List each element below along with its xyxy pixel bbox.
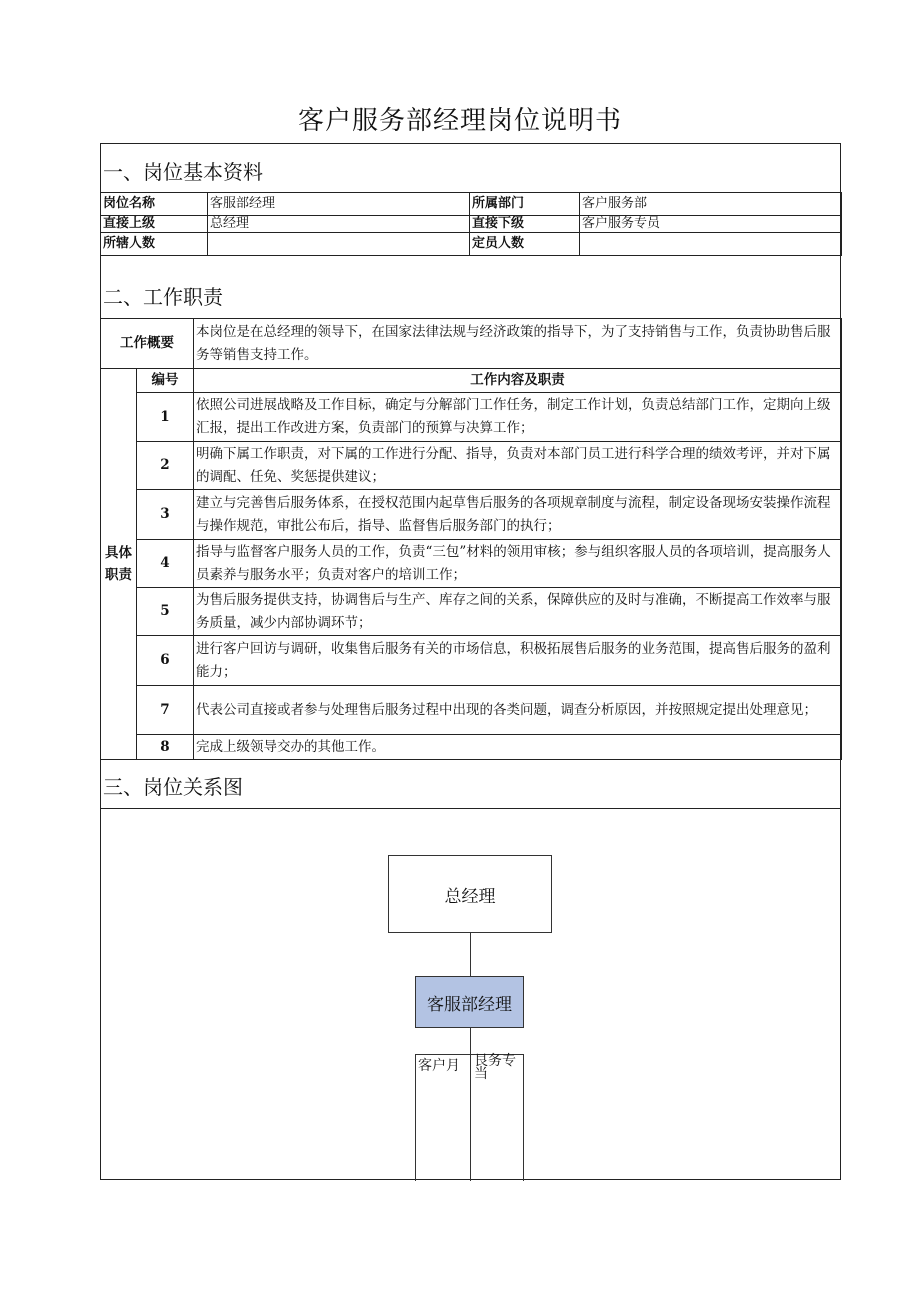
section-heading-relationship-chart: 三、岗位关系图 — [103, 775, 243, 799]
position-description-form — [100, 143, 841, 1180]
duty-text: 依照公司进展战略及工作目标，确定与分解部门工作任务，制定工作计划，负责总结部门工作，定期向上级汇报，提出工作改进方案，负责部门的预算与决算工作； — [194, 393, 842, 442]
org-connector — [470, 933, 471, 976]
org-node-label-right: 艮务专 当 — [474, 1053, 516, 1082]
value-department: 客户服务部 — [580, 193, 842, 216]
duty-number: 7 — [137, 686, 194, 735]
value-direct-superior: 总经理 — [208, 216, 470, 233]
duty-number: 1 — [137, 393, 194, 442]
column-header-content: 工作内容及职责 — [194, 369, 842, 393]
duty-number: 5 — [137, 588, 194, 636]
org-node-label: 客服部经理 — [427, 994, 512, 1015]
table-row — [101, 393, 842, 442]
value-position-name: 客服部经理 — [208, 193, 470, 216]
table-row — [101, 233, 842, 256]
table-row — [101, 540, 842, 588]
duty-number: 4 — [137, 540, 194, 588]
label-direct-superior: 直接上级 — [101, 216, 208, 233]
label-department: 所属部门 — [470, 193, 580, 216]
column-header-number: 编号 — [137, 369, 194, 393]
org-node-label-left: 客户月 — [418, 1058, 460, 1074]
org-node-general-manager — [388, 855, 552, 933]
org-node-service-specialist — [415, 1054, 524, 1181]
page-title: 客户服务部经理岗位说明书 — [297, 106, 622, 136]
overview-label: 工作概要 — [101, 319, 194, 369]
table-row — [101, 490, 842, 540]
overview-text: 本岗位是在总经理的领导下，在国家法律法规与经济政策的指导下，为了支持销售与工作，负责协助售后服务等销售支持工作。 — [194, 319, 842, 369]
overview-row — [101, 319, 842, 369]
duty-text: 代表公司直接或者参与处理售后服务过程中出现的各类问题，调查分析原因，并按照规定提出处理意见； — [194, 686, 842, 735]
value-headcount-managed — [208, 233, 470, 256]
duty-text: 指导与监督客户服务人员的工作，负责“三包”材料的领用审核；参与组织客服人员的各项培训，提高服务人员素养与服务水平；负责对客户的培训工作； — [194, 540, 842, 588]
duty-text: 明确下属工作职责，对下属的工作进行分配、指导，负责对本部门员工进行科学合理的绩效考评，并对下属的调配、任免、奖惩提供建议； — [194, 442, 842, 490]
table-row — [101, 216, 842, 233]
table-row — [101, 735, 842, 760]
org-node-service-manager — [415, 976, 524, 1028]
table-row — [101, 442, 842, 490]
label-direct-subordinate: 直接下级 — [470, 216, 580, 233]
basic-info-table — [100, 192, 842, 256]
section-divider — [101, 808, 840, 809]
label-position-name: 岗位名称 — [101, 193, 208, 216]
org-connector — [470, 1028, 471, 1054]
value-staff-quota — [580, 233, 842, 256]
org-node-label: 总经理 — [444, 886, 496, 907]
section-heading-duties: 二、工作职责 — [103, 285, 223, 309]
table-row — [101, 686, 842, 735]
duty-number: 2 — [137, 442, 194, 490]
section-heading-basic-info: 一、岗位基本资料 — [103, 160, 263, 184]
duties-table — [100, 318, 842, 760]
label-headcount-managed: 所辖人数 — [101, 233, 208, 256]
detail-label: 具体职责 — [101, 369, 137, 760]
duty-text: 为售后服务提供支持，协调售后与生产、库存之间的关系，保障供应的及时与准确，不断提高工作效率与服务质量，减少内部协调环节； — [194, 588, 842, 636]
duty-text: 进行客户回访与调研，收集售后服务有关的市场信息，积极拓展售后服务的业务范围，提高售后服务的盈利能力； — [194, 636, 842, 686]
org-node-divider — [470, 1055, 471, 1181]
value-direct-subordinate: 客户服务专员 — [580, 216, 842, 233]
duty-text: 建立与完善售后服务体系，在授权范围内起草售后服务的各项规章制度与流程，制定设备现场安装操作流程与操作规范，审批公布后，指导、监督售后服务部门的执行； — [194, 490, 842, 540]
duty-text: 完成上级领导交办的其他工作。 — [194, 735, 842, 760]
table-row — [101, 588, 842, 636]
table-row — [101, 193, 842, 216]
label-staff-quota: 定员人数 — [470, 233, 580, 256]
table-row — [101, 636, 842, 686]
duty-number: 8 — [137, 735, 194, 760]
duty-number: 3 — [137, 490, 194, 540]
duty-number: 6 — [137, 636, 194, 686]
duties-header-row — [101, 369, 842, 393]
